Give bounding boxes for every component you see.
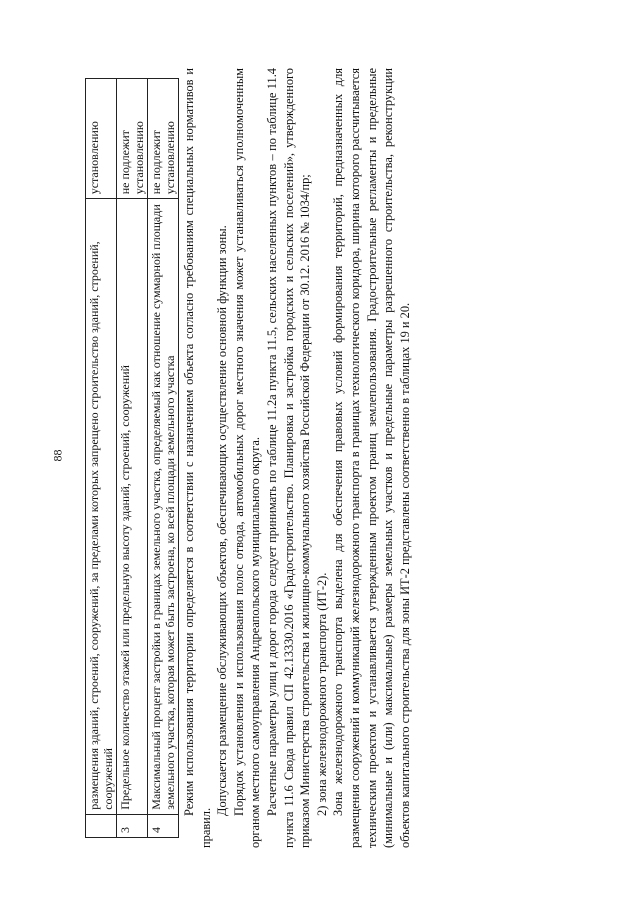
paragraph: 2) зона железнодорожного транспорта (ИТ-2). — [314, 572, 329, 816]
table-row — [148, 79, 179, 838]
row-description: Предельное количество этажей или предельную высоту зданий, строений, сооружений — [117, 199, 148, 814]
row-value: не подлежит установлению — [148, 79, 179, 199]
row-value: установлению — [86, 79, 117, 199]
body-text — [181, 68, 413, 848]
paragraph: Допускается размещение обслуживающих объектов, обеспечивающих осуществление основной функции зоны. — [215, 225, 230, 816]
row-description: Максимальный процент застройки в границах земельного участка, определяемый как отношение суммарной площади земельного участка, которая может быть застроена, ко всей площади земельного участка — [148, 199, 179, 814]
paragraph: Режим использования территории определяется в соответствии с назначением объекта согласно требованиям специальных нормативов и правил. — [182, 68, 213, 848]
row-number — [86, 814, 117, 837]
page-content — [85, 68, 555, 848]
table-row — [86, 79, 117, 838]
parameters-table — [85, 78, 179, 838]
paragraph: Зона железнодорожного транспорта выделена для обеспечения правовых условий формирования территорий, предназначенных для размещения сооружений и коммуникаций железнодорожного транспорта в границах технологического коридора, ширина которого рассчитывается техническим проектом и устанавливается утвержденным проектом границ землепользования. Градостроительные регламенты и предельные (минимальные и (или) максимальные) размеры земельных участков и предельные параметры разрешенного строительства, реконструкции объектов капитального строительства для зоны ИТ-2 представлены соответственно в таблицах 19 и 20. — [331, 68, 412, 848]
row-number: 4 — [148, 814, 179, 837]
paragraph: Расчетные параметры улиц и дорог города следует принимать по таблице 11.2а пункта 11.5, сельских населенных пунктов – по таблице 11.4 пункта 11.6 Свода правил СП 42.13330.2016 «Градостроительство. Планировка и застройка городских и сельских поселений», утвержденного приказом Министерства строительства и жилищно-коммунального хозяйства Российской Федерации от 30.12. 2016 № 1034/пр; — [264, 68, 313, 848]
table-row — [117, 79, 148, 838]
row-value: не подлежит установлению — [117, 79, 148, 199]
page-number: 88 — [50, 449, 65, 462]
row-number: 3 — [117, 814, 148, 837]
paragraph: Порядок установления и использования полос отвода, автомобильных дорог местного значения может устанавливаться уполномоченным органом местного самоуправления Андреапольского муниципального округа. — [231, 68, 263, 848]
row-description: размещения зданий, строений, сооружений, за пределами которых запрещено строительство зданий, строений, сооружений — [86, 199, 117, 814]
